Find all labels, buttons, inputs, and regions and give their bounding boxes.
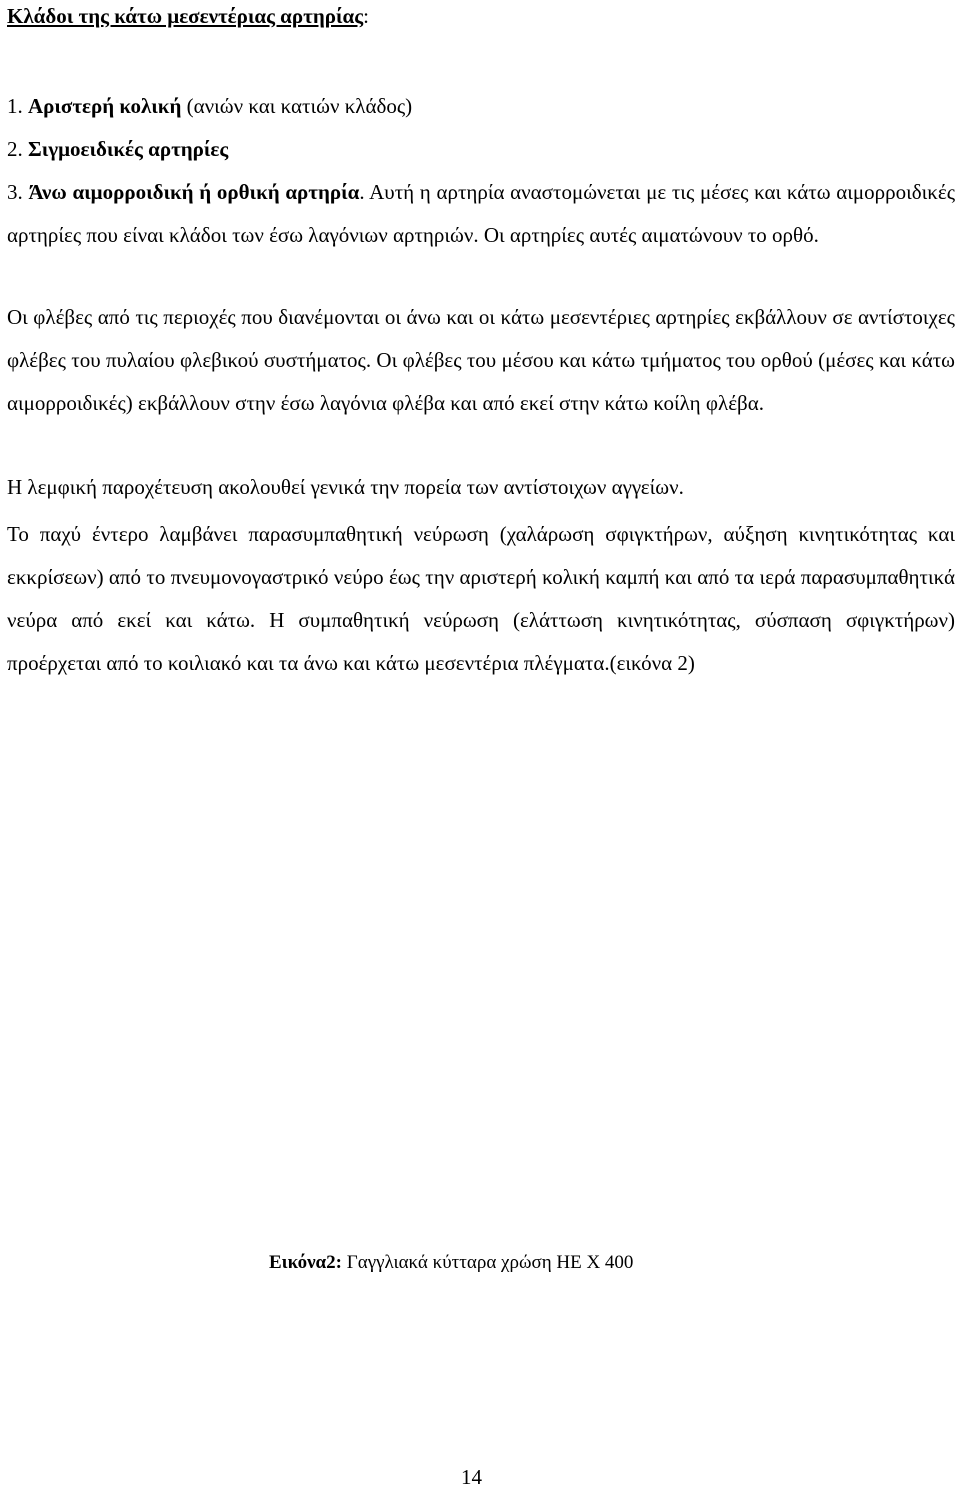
list-item-term: Άνω αιμορροιδική ή ορθική αρτηρία: [28, 180, 360, 204]
list-item-term: Αριστερή κολική: [28, 94, 182, 118]
paragraph-lymphatic: Η λεμφική παροχέτευση ακολουθεί γενικά την πορεία των αντίστοιχων αγγείων.: [7, 475, 684, 499]
page-number: 14: [461, 1465, 482, 1489]
list-item-description: (ανιών και κατιών κλάδος): [181, 94, 413, 118]
paragraph-innervation: Το παχύ έντερο λαμβάνει παρασυμπαθητική νεύρωση (χαλάρωση σφιγκτήρων, αύξηση κινητικότητας και εκκρίσεων) από το πνευμονογαστρικό νεύρο έως την αριστερή κολική καμπή και από τα ιερά παρασυμπαθητικά νεύρα από εκεί και κάτω. Η συμπαθητική νεύρωση (ελάττωση κινητικότητας, σύσπαση σφιγκτήρων) προέρχεται από το κοιλιακό και τα άνω και κάτω μεσεντέρια πλέγματα.(εικόνα 2): [7, 522, 955, 675]
list-item: [7, 171, 955, 257]
figure-caption-label: Εικόνα2:: [269, 1252, 342, 1273]
section-heading: [7, 2, 369, 30]
list-item-description: . Αυτή η αρτηρία αναστομώνεται με τις μέσες και κάτω αιμορροιδικές αρτηρίες που είναι κλάδοι των έσω λαγόνιων αρτηριών. Οι αρτηρίες αυτές αιματώνουν το ορθό.: [7, 180, 956, 247]
list-item-number: 2.: [7, 137, 23, 161]
list-item: [7, 85, 955, 128]
list-item-number: 3.: [7, 180, 23, 204]
figure-caption-text: Γαγγλιακά κύτταρα χρώση ΗΕ Χ 400: [342, 1252, 634, 1273]
section-title-colon: :: [363, 4, 369, 28]
section-title: Κλάδοι της κάτω μεσεντέριας αρτηρίας: [7, 4, 364, 28]
list-item-number: 1.: [7, 94, 23, 118]
paragraph-veins: Οι φλέβες από τις περιοχές που διανέμονται οι άνω και οι κάτω μεσεντέριες αρτηρίες εκβάλλουν σε αντίστοιχες φλέβες του πυλαίου φλεβικού συστήματος. Οι φλέβες του μέσου και κάτω τμήματος του ορθού (μέσες και κάτω αιμορροιδικές) εκβάλλουν στην έσω λαγόνια φλέβα και από εκεί στην κάτω κοίλη φλέβα.: [7, 305, 955, 415]
list-item: [7, 128, 955, 171]
branch-list: [7, 85, 955, 257]
figure-caption: [269, 1250, 633, 1276]
list-item-term: Σιγμοειδικές αρτηρίες: [28, 137, 229, 161]
